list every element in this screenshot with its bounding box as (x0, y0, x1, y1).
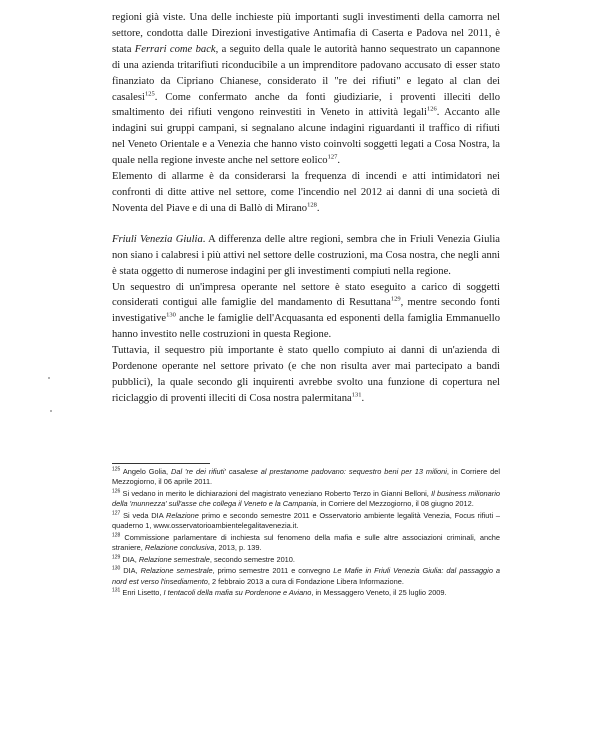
text-run: regioni già viste. Una delle inchieste più importanti sugli investimenti della camorra nel settore, condotta dalle Direzioni investigative Antimafia di Caserta e Padova nel 2011, è stata (112, 12, 500, 55)
text-run: Enri Lisetto, (120, 588, 164, 598)
italic-text: Relazione semestrale (140, 566, 213, 576)
scan-speck (48, 377, 50, 379)
text-run: , in Corriere del Mezzogiorno, il 06 aprile 2011. (112, 467, 500, 487)
text-run: , secondo semestre 2010. (209, 554, 295, 564)
text-run: . Accanto alle indagini sui gruppi campani, si segnalano alcune indagini riguardanti il traffico di rifiuti nel Veneto Orientale e a Venezia che hanno visto coinvolti soggetti legati a Cosa Nostra, la quale nella regione investe anche nel settore eolico (112, 107, 500, 167)
paragraph-friuli (112, 232, 500, 280)
italic-text: Le Mafie in Friuli Venezia Giulia: dal passaggio a nord est verso l'insediamento (112, 566, 500, 586)
footnote-separator (112, 463, 210, 464)
footnote (112, 533, 500, 553)
paragraph-sequestro-resuttana (112, 280, 500, 344)
text-run: , primo semestre 2011 e convegno (212, 566, 334, 576)
italic-text: Ferrari come back (134, 43, 216, 55)
footnote-ref: 126 (112, 488, 121, 495)
italic-text: Il business milionario della 'munnezza' sull'asse che collega il Veneto e la Campania (112, 488, 500, 509)
text-run: DIA, (120, 566, 141, 576)
text-run: Tuttavia, il sequestro più importante è stato quello compiuto ai danni di un'azienda di Pordenone operante nel settore privato (e che non risulta aver mai partecipato a bandi pubblici), la quale secondo gli inquirenti avrebbe svolto una funzione di copertura nel riciclaggio di proventi illeciti di Cosa nostra palermitana (112, 345, 500, 404)
main-text (112, 10, 500, 407)
footnote-ref: 130 (112, 565, 121, 572)
footnote-ref: 127 (112, 510, 121, 517)
italic-text: Relazione conclusiva (144, 542, 215, 552)
paragraph-camorra-veneto (112, 10, 500, 169)
footnote (112, 555, 500, 565)
text-run: Si veda DIA (120, 510, 167, 520)
text-run: , in Corriere del Mezzogiorno, il 08 giugno 2012. (316, 499, 474, 509)
footnote-ref: 125 (112, 466, 121, 473)
footnote-ref: 129 (112, 554, 121, 561)
text-run: . (361, 392, 365, 404)
text-run: , mentre secondo fonti investigative (112, 297, 501, 325)
text-run: , in Messaggero Veneto, il 25 luglio 2009. (311, 588, 447, 598)
footnote-ref: 125 (144, 90, 155, 97)
italic-text: Friuli Venezia Giulia (112, 233, 203, 245)
text-run: , a seguito della quale le autorità hanno sequestrato un capannone di una azienda tritarifiuti riconducibile a un imprenditore padovano accusato di esser stato finanziato da Cipriano Chianese, considerato il "re dei rifiuti" e legato al clan dei casalesi (112, 43, 500, 103)
paragraph-sequestro-pordenone (112, 343, 500, 407)
paragraph-incendi (112, 169, 500, 217)
italic-text: Dal 're dei rifiuti' casalese al prestanome padovano: sequestro beni per 13 milioni (171, 467, 447, 476)
text-run: . A differenza delle altre regioni, sembra che in Friuli Venezia Giulia non siano i calabresi i più attivi nel settore delle costruzioni, ma Cosa nostra, che negli anni è stata oggetto di numerose indagini per gli investimenti compiuti nella regione. (112, 233, 501, 277)
italic-text: I tentacoli della mafia su Pordenone e Aviano (163, 588, 312, 598)
italic-text: Relazione (166, 510, 199, 520)
text-run: DIA, (120, 554, 139, 564)
text-run: Si vedano in merito le dichiarazioni del magistrato veneziano Roberto Terzo in Gianni Belloni, (120, 488, 432, 498)
text-run: primo e secondo semestre 2011 e Osservatorio ambiente legalità Venezia, Focus rifiuti – quaderno 1, www.osservatorioambientelegalitavenezia.it. (112, 510, 500, 531)
text-run: Commissione parlamentare di inchiesta sul fenomeno della mafia e sulle altre associazioni criminali, anche straniere, (112, 532, 500, 552)
footnote (112, 566, 500, 586)
text-run: anche le famiglie dell'Acquasanta ed esponenti della famiglia Emmanuello hanno investito nelle costruzioni in questa Regione. (112, 313, 500, 341)
text-run: , 2013, p. 139. (214, 542, 262, 552)
text-run: Un sequestro di un'impresa operante nel settore è stato eseguito a carico di soggetti considerati contigui alle famiglie del mandamento di Resuttana (112, 281, 500, 309)
italic-text: Relazione semestrale (138, 554, 210, 564)
footnote-ref: 131 (112, 587, 121, 594)
footnote (112, 588, 500, 598)
footnote-ref: 129 (390, 295, 401, 303)
text-run: Elemento di allarme è da considerarsi la frequenza di incendi e atti intimidatori nei confronti di ditte attive nel settore, come l'incendio nel 2012 ai danni di una società di Noventa del Piave e di una di Ballò di Mirano (112, 171, 500, 214)
footnotes (112, 467, 500, 600)
text-run: , 2 febbraio 2013 a cura di Fondazione Libera Informazione. (207, 576, 404, 586)
footnote-ref: 130 (166, 311, 176, 319)
footnote-ref: 126 (426, 105, 437, 113)
footnote (112, 511, 500, 531)
footnote-ref: 127 (327, 153, 338, 161)
footnote (112, 467, 500, 487)
text-run: Angelo Golia, (120, 467, 172, 476)
footnote-ref: 128 (307, 201, 317, 209)
text-run: . (316, 202, 320, 214)
footnote-ref: 131 (351, 391, 362, 399)
scan-speck (50, 410, 52, 412)
text-run: . (337, 155, 341, 167)
text-run: . Come confermato anche da fonti giudiziarie, i proventi illeciti dello smaltimento dei rifiuti vengono reinvestiti in Veneto in attività legali (112, 91, 500, 119)
footnote (112, 489, 500, 509)
footnote-ref: 128 (112, 532, 121, 539)
